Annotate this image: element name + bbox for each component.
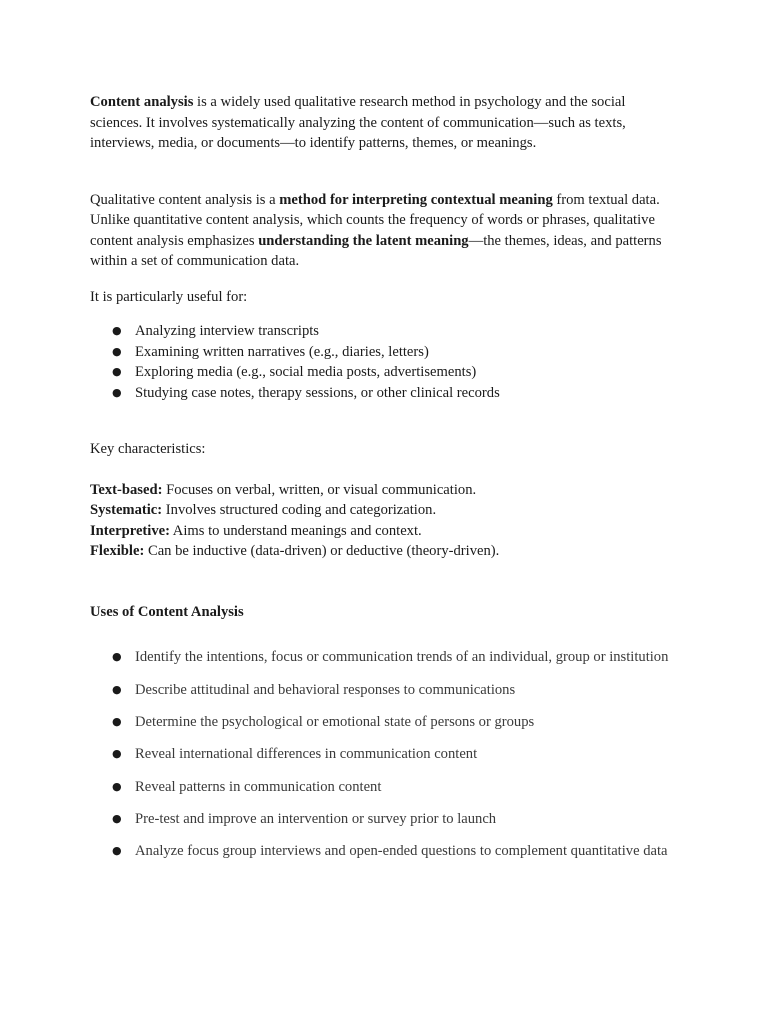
qualitative-bold2: understanding the latent meaning [258,232,469,249]
characteristic-label: Systematic: [90,502,163,519]
uses-heading-text: Uses of Content Analysis [90,603,244,620]
list-item-text: Examining written narratives (e.g., diaries, letters) [135,343,429,360]
list-item [90,641,680,673]
characteristic-text: Can be inductive (data-driven) or deductive (theory-driven). [144,543,500,560]
bullet-icon: ● [112,365,122,379]
qualitative-part3: —the themes, ideas, and patterns within a set of communication data. [90,232,662,269]
document-page [90,92,680,867]
bullet-icon: ● [112,385,122,399]
uses-heading [90,602,680,623]
list-item-text: Identify the intentions, focus or communication trends of an individual, group or institution [135,649,669,666]
list-item-text: Reveal international differences in communication content [135,746,478,763]
list-item [90,835,680,867]
bullet-icon: ● [112,844,122,858]
characteristic-line [90,521,680,542]
characteristic-label: Flexible: [90,543,145,560]
list-item-text: Determine the psychological or emotional state of persons or groups [135,713,535,730]
characteristic-label: Text-based: [90,481,163,498]
list-item [90,803,680,835]
bullet-icon: ● [112,811,122,825]
bullet-icon: ● [112,344,122,358]
characteristic-line [90,480,680,501]
useful-intro: It is particularly useful for: [90,288,248,305]
bullet-icon: ● [112,714,122,728]
characteristic-line [90,541,680,562]
list-item [90,706,680,738]
list-item-text: Analyze focus group interviews and open-ended questions to complement quantitative data [135,843,668,860]
list-item [90,738,680,770]
bullet-icon: ● [112,747,122,761]
list-item [90,342,680,363]
list-item-text: Describe attitudinal and behavioral responses to communications [135,681,516,698]
list-item-text: Exploring media (e.g., social media posts, advertisements) [135,364,477,381]
bullet-icon: ● [112,682,122,696]
list-item-text: Analyzing interview transcripts [135,323,319,339]
list-item-text: Reveal patterns in communication content [135,778,382,795]
characteristic-text: Aims to understand meanings and context. [169,522,422,539]
list-item [90,674,680,706]
qualitative-bold1: method for interpreting contextual meaning [279,191,553,208]
characteristic-text: Focuses on verbal, written, or visual communication. [162,481,477,498]
key-characteristics-heading: Key characteristics: [90,441,206,458]
characteristic-label: Interpretive: [90,522,170,539]
bullet-icon: ● [112,324,122,337]
list-item-text: Studying case notes, therapy sessions, or other clinical records [135,384,500,401]
characteristic-text: Involves structured coding and categorization. [162,502,437,519]
qualitative-part2: from textual data. Unlike quantitative content analysis, which counts the frequency of words or phrases, qualitative content analysis emphasizes [90,191,660,249]
list-item-text: Pre-test and improve an intervention or survey prior to launch [135,810,497,827]
uses-list [90,641,680,867]
intro-paragraph [90,92,680,154]
intro-text: is a widely used qualitative research method in psychology and the social sciences. It involves systematically analyzing the content of communication—such as texts, interviews, media, or documents—to identify patterns, themes, or meanings. [90,94,626,151]
list-item [90,362,680,383]
bullet-icon: ● [112,650,122,664]
useful-list [90,321,680,403]
list-item [90,321,680,342]
list-item [90,771,680,803]
bullet-icon: ● [112,779,122,793]
list-item [90,383,680,404]
intro-term: Content analysis [90,94,194,110]
qualitative-part1: Qualitative content analysis is a [90,191,280,208]
characteristics-block [90,480,680,562]
characteristic-line [90,500,680,521]
qualitative-paragraph [90,190,680,272]
